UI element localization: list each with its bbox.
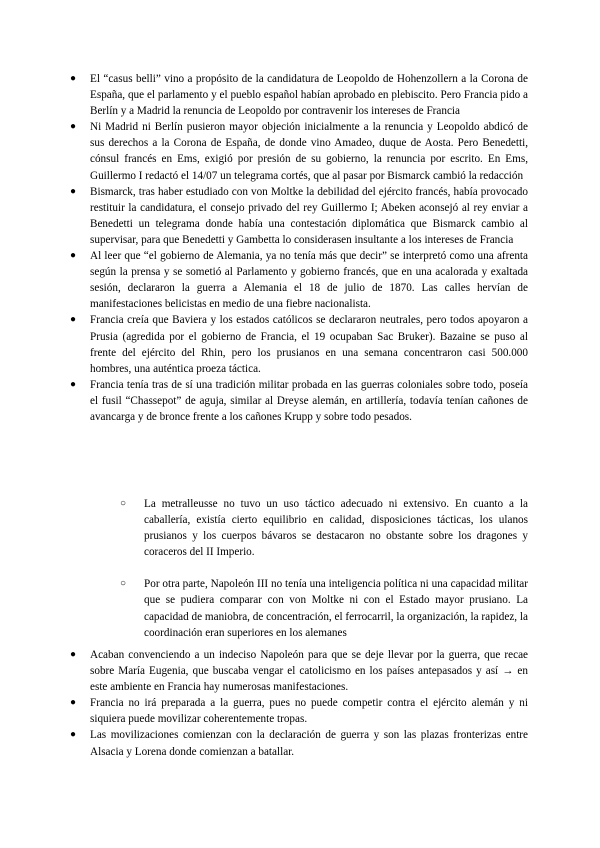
bullet-item-renuncia: [70, 119, 528, 183]
bullet-text: Ni Madrid ni Berlín pusieron mayor objeción inicialmente a la renuncia y Leopoldo abdicó de sus derechos a la Corona de España, de donde vino Amadeo, duque de Aosta. Pero Benedetti, cónsul francés en Ems, exigió por presión de su gobierno, la renuncia por escrito. En Ems, Guillermo I redactó el 14/07 un telegrama cortés, que al pasar por Bismarck cambió la redacción: [90, 121, 528, 182]
bullet-item-movilizaciones: [70, 727, 528, 759]
bullet-item-casus-belli: [70, 71, 528, 119]
bullet-text: Francia creía que Baviera y los estados católicos se declararon neutrales, pero todos apoyaron a Prusia (agredida por el gobierno de Francia, el 19 ocupaban Sac Bruker). Bazaine se puso al frente del ejército del Rhin, pero los prusianos en una semana concentraron casi 500.000 hombres, una auténtica proeza táctica.: [90, 314, 528, 375]
circle-bullet-icon: ○: [120, 578, 127, 590]
sub-bullet-item-napoleon: [120, 576, 528, 640]
bullet-text: El “casus belli” vino a propósito de la candidatura de Leopoldo de Hohenzollern a la Corona de España, que el parlamento y el pueblo español habían aprobado en plebiscito. Pero Francia pido a Berlín y a Madrid la renuncia de Leopoldo por contravenir los intereses de Francia: [90, 73, 528, 118]
bullet-item-declaracion-guerra: [70, 248, 528, 312]
bullet-item-napoleon-indeciso: [70, 647, 528, 695]
closing-bullet-list: [70, 647, 528, 760]
bullet-icon: ●: [70, 697, 77, 709]
sub-bullet-text: La metralleusse no tuvo un uso táctico adecuado ni extensivo. En cuanto a la caballería, existía cierto equilibrio en calidad, disposiciones tácticas, los ulanos prusianos y los cuerpos bávaros se destacaron no obstante sobre los dragones y coraceros del II Imperio.: [144, 498, 528, 559]
bullet-text: Francia tenía tras de sí una tradición militar probada en las guerras coloniales sobre todo, poseía el fusil “Chassepot” de aguja, similar al Dreyse alemán, en artillería, todavía tenían cañones de avancarga y de bronce frente a los cañones Krupp y sobre todo pesados.: [90, 378, 528, 423]
bullet-icon: ●: [70, 729, 77, 741]
bullet-item-baviera: [70, 312, 528, 376]
bullet-text: Francia no irá preparada a la guerra, pues no puede competir contra el ejército alemán y ni siquiera puede movilizar coherentemente tropas.: [90, 697, 528, 726]
bullet-icon: ●: [70, 378, 77, 390]
main-bullet-list: [70, 71, 528, 425]
bullet-item-tradicion-militar: [70, 377, 528, 425]
sub-bullet-item-metralleusse: [120, 496, 528, 560]
sub-bullet-text: Por otra parte, Napoleón III no tenía una inteligencia política ni una capacidad militar que se pudiera comparar con von Moltke ni con el Estado mayor prusiano. La capacidad de maniobra, de concentración, el ferrocarril, la organización, la rapidez, la coordinación eran superiores en los alemanes: [144, 578, 528, 639]
bullet-icon: ●: [70, 73, 77, 84]
sub-bullet-list: [120, 496, 528, 641]
bullet-text: Bismarck, tras haber estudiado con von Moltke la debilidad del ejército francés, había provocado restituir la candidatura, el consejo privado del rey Guillermo I; Abeken aconsejó al rey enviar a Benedetti un telegrama donde había una contestación diplomática que Bismarck cambio al supervisar, para que Benedetti y Gambetta lo considerasen insultante a los intereses de Francia: [90, 185, 528, 246]
bullet-text: Las movilizaciones comienzan con la declaración de guerra y son las plazas fronterizas entre Alsacia y Lorena donde comienzan a batallar.: [90, 729, 528, 758]
circle-bullet-icon: ○: [120, 498, 127, 509]
bullet-text: Al leer que “el gobierno de Alemania, ya no tenía más que decir” se interpretó como una afrenta según la prensa y se sometió al Parlamento y gobierno francés, que en una acalorada y exaltada sesión, declararon la guerra a Alemania el 18 de julio de 1870. Las calles hervían de manifestaciones belicistas en medio de una fiebre nacionalista.: [90, 250, 528, 311]
bullet-icon: ●: [70, 314, 77, 326]
bullet-item-francia-no-preparada: [70, 695, 528, 727]
bullet-icon: ●: [70, 250, 77, 262]
bullet-icon: ●: [70, 121, 77, 133]
bullet-icon: ●: [70, 185, 77, 197]
bullet-item-bismarck: [70, 184, 528, 248]
bullet-icon: ●: [70, 649, 77, 660]
bullet-text: Acaban convenciendo a un indeciso Napoleón para que se deje llevar por la guerra, que recae sobre María Eugenia, que buscaba vengar el catolicismo en los países antepasados y así → en este ambiente en Francia hay numerosas manifestaciones.: [90, 649, 528, 694]
